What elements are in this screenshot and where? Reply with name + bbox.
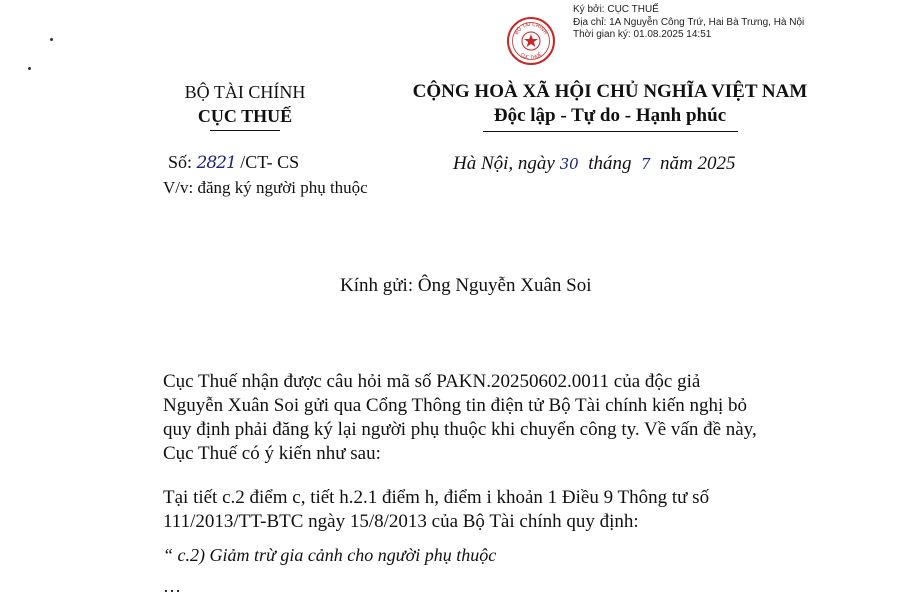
document-date (453, 152, 736, 176)
authority-underline (210, 130, 280, 131)
department-name: CỤC THUẾ (197, 106, 293, 126)
digital-signature-block (573, 4, 804, 42)
p1-line-1: Cục Thuế nhận được câu hỏi mã số PAKN.20250602.0011 của độc giả (163, 371, 701, 392)
quoted-clause: “ c.2) Giảm trừ gia cảnh cho người phụ thuộc (163, 545, 497, 565)
recipient-line: Kính gửi: Ông Nguyễn Xuân Soi (340, 275, 592, 296)
official-seal-icon (506, 16, 556, 66)
date-prefix: Hà Nội, ngày (453, 153, 555, 174)
date-month-handwritten: 7 (640, 155, 651, 173)
date-day-handwritten: 30 (559, 155, 579, 173)
signed-time: Thời gian ký: 01.08.2025 14:51 (573, 29, 712, 40)
signer-address: Địa chỉ: 1A Nguyễn Công Trứ, Hai Bà Trưng, Hà Nội (573, 16, 805, 28)
document-subject: V/v: đăng ký người phụ thuộc (163, 178, 368, 197)
ministry-name: BỘ TÀI CHÍNH (184, 82, 306, 102)
svg-text:CỤC THUẾ (519, 50, 543, 61)
issuing-authority (130, 80, 360, 131)
seal-top-text: BỘ TÀI CHÍNH (513, 21, 549, 36)
p1-line-4: Cục Thuế có ý kiến như sau: (163, 443, 381, 464)
motto-underline (483, 131, 738, 132)
national-title: CỘNG HOÀ XÃ HỘI CHỦ NGHĨA VIỆT NAM (412, 81, 808, 102)
signed-by: Ký bởi: CỤC THUẾ (573, 4, 659, 15)
date-year: năm 2025 (660, 153, 736, 174)
scan-speck (28, 67, 31, 70)
seal-bottom-text: CỤC THUẾ (519, 52, 543, 62)
p1-line-3: quy định phải đăng ký lại người phụ thuộc khi chuyển công ty. Về vấn đề này, (163, 419, 757, 440)
ellipsis-line: … (163, 576, 183, 596)
doc-number-prefix: Số: (168, 152, 193, 172)
date-month-label: tháng (588, 153, 632, 174)
doc-number-handwritten: 2821 (196, 153, 236, 173)
national-header (380, 80, 840, 132)
national-motto: Độc lập - Tự do - Hạnh phúc (493, 105, 727, 126)
doc-number-suffix: /CT- CS (240, 152, 300, 172)
p2-line-2: 111/2013/TT-BTC ngày 15/8/2013 của Bộ Tài chính quy định: (163, 511, 639, 532)
p1-line-2: Nguyễn Xuân Soi gửi qua Cổng Thông tin điện tử Bộ Tài chính kiến nghị bỏ (163, 395, 748, 416)
document-number (168, 150, 299, 175)
scan-speck (50, 38, 53, 41)
body-paragraph-2 (163, 486, 830, 534)
body-paragraph-1 (163, 370, 830, 466)
svg-text:BỘ TÀI CHÍNH (514, 21, 549, 36)
p2-line-1: Tại tiết c.2 điểm c, tiết h.2.1 điểm h, điểm i khoản 1 Điều 9 Thông tư số (163, 487, 710, 508)
